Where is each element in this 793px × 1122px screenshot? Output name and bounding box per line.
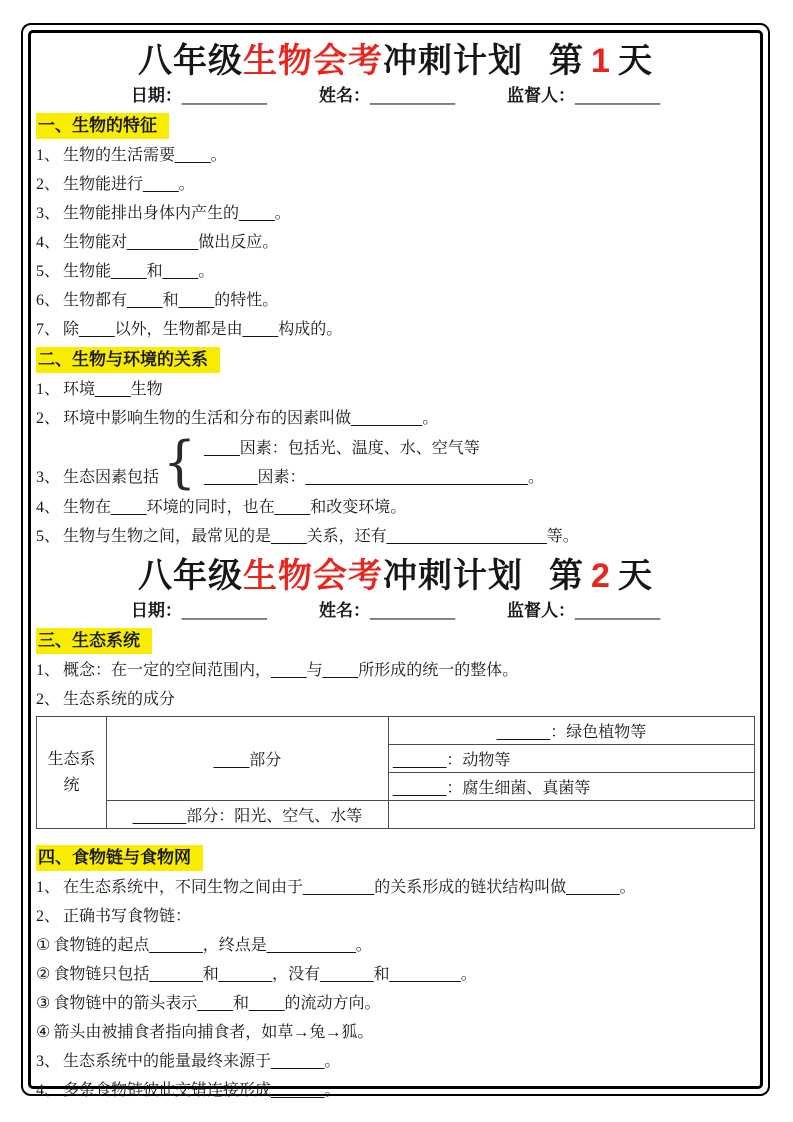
day2-title-plan: 冲刺计划: [383, 557, 524, 595]
day2-date-field: [131, 599, 267, 623]
item-number: 2、: [36, 410, 61, 427]
brace-line-biotic-factor: ______因素：_________________________。: [204, 469, 544, 486]
supervisor-label: 监督人：: [507, 601, 576, 620]
item-text: 生物能排出身体内产生的____。: [63, 205, 291, 222]
list-item: [36, 902, 755, 931]
supervisor-blank: _________: [575, 86, 661, 105]
item-text: 食物链只包括______和______，没有______和________。: [53, 966, 477, 983]
day1-title-day-number: 1: [591, 42, 611, 80]
table-cell-biotic-part: ____部分: [107, 717, 389, 801]
item-number: 3、: [36, 205, 61, 222]
section2-items-after: [36, 493, 755, 551]
item-text: 概念：在一定的空间范围内，____与____所形成的统一的整体。: [63, 662, 519, 679]
item-text: 正确书写食物链：: [63, 908, 192, 925]
supervisor-blank: _________: [575, 601, 661, 620]
item-number: 2、: [36, 691, 61, 708]
day2-title-subject-red: 生物会考: [243, 557, 384, 595]
day2-title-day-word: 第: [549, 557, 585, 595]
list-item: [36, 199, 755, 228]
item-number: 5、: [36, 528, 61, 545]
brace-item-label: 生态因素包括: [63, 469, 160, 486]
brace-item-label-group: [36, 463, 159, 492]
item-text: 生物能对________做出反应。: [63, 234, 279, 251]
section1-items: [36, 141, 755, 344]
day1-title-grade: 八年级: [138, 42, 244, 80]
item-number: ②: [36, 966, 51, 983]
section2-heading-row: [36, 347, 755, 373]
item-number: 1、: [36, 662, 61, 679]
list-item: [36, 931, 755, 960]
day2-supervisor-field: [507, 599, 660, 623]
page-inner-frame: [28, 30, 763, 1099]
list-item: [36, 170, 755, 199]
date-blank: _________: [181, 86, 267, 105]
table-cell-producer: ______：绿色植物等: [389, 717, 755, 745]
list-item: [36, 522, 755, 551]
item-text: 除____以外，生物都是由____构成的。: [63, 321, 343, 338]
day2-title-day-suffix: 天: [617, 557, 653, 595]
item-text: 生物能____和____。: [63, 263, 215, 280]
list-item: [36, 257, 755, 286]
list-item: [36, 685, 755, 714]
name-label: 姓名：: [318, 601, 370, 620]
day1-name-field: [319, 84, 455, 108]
day1-title: [36, 41, 755, 81]
left-brace-glyph: {: [163, 430, 197, 496]
item-text: 食物链的起点______，终点是__________。: [53, 937, 372, 954]
day1-supervisor-field: [507, 84, 660, 108]
brace-lines: [204, 434, 544, 492]
table-cell-empty: [389, 801, 755, 829]
list-item: [36, 404, 755, 433]
name-label: 姓名：: [318, 86, 370, 105]
item-text: 食物链中的箭头表示____和____的流动方向。: [53, 995, 381, 1012]
item-text: 生物在____环境的同时，也在____和改变环境。: [63, 499, 407, 516]
section2-items-before: [36, 375, 755, 433]
list-item: [36, 315, 755, 344]
section3-items: [36, 656, 755, 714]
day1-title-plan: 冲刺计划: [383, 42, 524, 80]
item-text: 箭头由被捕食者指向捕食者，如草→兔→狐。: [53, 1024, 374, 1041]
table-cell-ecosystem: 生态系统: [37, 717, 107, 829]
list-item: [36, 1018, 755, 1047]
item-number: 1、: [36, 879, 61, 896]
table-row: [37, 717, 755, 745]
item-number: 6、: [36, 292, 61, 309]
item-text: 生态系统的成分: [63, 691, 176, 708]
day1-title-subject-red: 生物会考: [243, 42, 384, 80]
supervisor-label: 监督人：: [507, 86, 576, 105]
section4-items: [36, 873, 755, 1105]
list-item: [36, 656, 755, 685]
list-item: [36, 960, 755, 989]
section1-heading: 一、生物的特征: [36, 113, 169, 139]
spacer: [36, 829, 755, 842]
item-number: 3、: [36, 469, 61, 486]
item-number: 5、: [36, 263, 61, 280]
item-number: 4、: [36, 499, 61, 516]
item-number: 4、: [36, 1082, 61, 1099]
section4-heading: 四、食物链与食物网: [36, 845, 203, 871]
day1-title-day-word: 第: [549, 42, 585, 80]
item-text: 在生态系统中，不同生物之间由于________的关系形成的链状结构叫做______。: [63, 879, 636, 896]
day2-title: [36, 556, 755, 596]
item-text: 环境中影响生物的生活和分布的因素叫做________。: [63, 410, 439, 427]
item-text: 生物都有____和____的特性。: [63, 292, 279, 309]
list-item: [36, 1076, 755, 1105]
table-cell-abiotic-part: ______部分：阳光、空气、水等: [107, 801, 389, 829]
day2-title-day-number: 2: [591, 557, 611, 595]
date-blank: _________: [181, 601, 267, 620]
table-cell-consumer: ______：动物等: [389, 745, 755, 773]
day1-title-day-suffix: 天: [617, 42, 653, 80]
item-number: 2、: [36, 908, 61, 925]
list-item: [36, 141, 755, 170]
day1-date-field: [131, 84, 267, 108]
day2-name-field: [319, 599, 455, 623]
table-row: [37, 801, 755, 829]
item-number: ①: [36, 937, 51, 954]
item-text: 环境____生物: [63, 381, 163, 398]
item-number: ④: [36, 1024, 51, 1041]
item-number: 7、: [36, 321, 61, 338]
section3-heading-row: [36, 628, 755, 654]
date-label: 日期：: [130, 601, 182, 620]
section1-heading-row: [36, 113, 755, 139]
day2-meta-row: [36, 599, 755, 623]
section3-heading: 三、生态系统: [36, 628, 152, 654]
item-number: 2、: [36, 176, 61, 193]
list-item: [36, 228, 755, 257]
day1-meta-row: [36, 84, 755, 108]
item-number: 1、: [36, 381, 61, 398]
list-item: [36, 493, 755, 522]
list-item: [36, 873, 755, 902]
section4-heading-row: [36, 845, 755, 871]
list-item: [36, 286, 755, 315]
item-number: 1、: [36, 147, 61, 164]
list-item: [36, 375, 755, 404]
day2-title-grade: 八年级: [138, 557, 244, 595]
item-number: 4、: [36, 234, 61, 251]
item-text: 生物的生活需要____。: [63, 147, 227, 164]
table-cell-decomposer: ______：腐生细菌、真菌等: [389, 773, 755, 801]
page-outer-frame: [21, 23, 770, 1099]
list-item: [36, 1047, 755, 1076]
date-label: 日期：: [130, 86, 182, 105]
item-text: 生物能进行____。: [63, 176, 195, 193]
item-number: 3、: [36, 1053, 61, 1070]
name-blank: _________: [369, 601, 456, 620]
ecological-factors-brace-item: [36, 430, 755, 496]
item-text: 生态系统中的能量最终来源于______。: [63, 1053, 341, 1070]
brace-line-abiotic-factor: ____因素：包括光、温度、水、空气等: [204, 440, 480, 457]
item-number: ③: [36, 995, 51, 1012]
section2-heading: 二、生物与环境的关系: [36, 347, 220, 373]
list-item: [36, 989, 755, 1018]
item-text: 多条食物链彼此交错连接形成______。: [63, 1082, 341, 1099]
ecosystem-components-table: [36, 716, 755, 829]
name-blank: _________: [369, 86, 456, 105]
item-text: 生物与生物之间，最常见的是____关系，还有__________________等。: [63, 528, 579, 545]
